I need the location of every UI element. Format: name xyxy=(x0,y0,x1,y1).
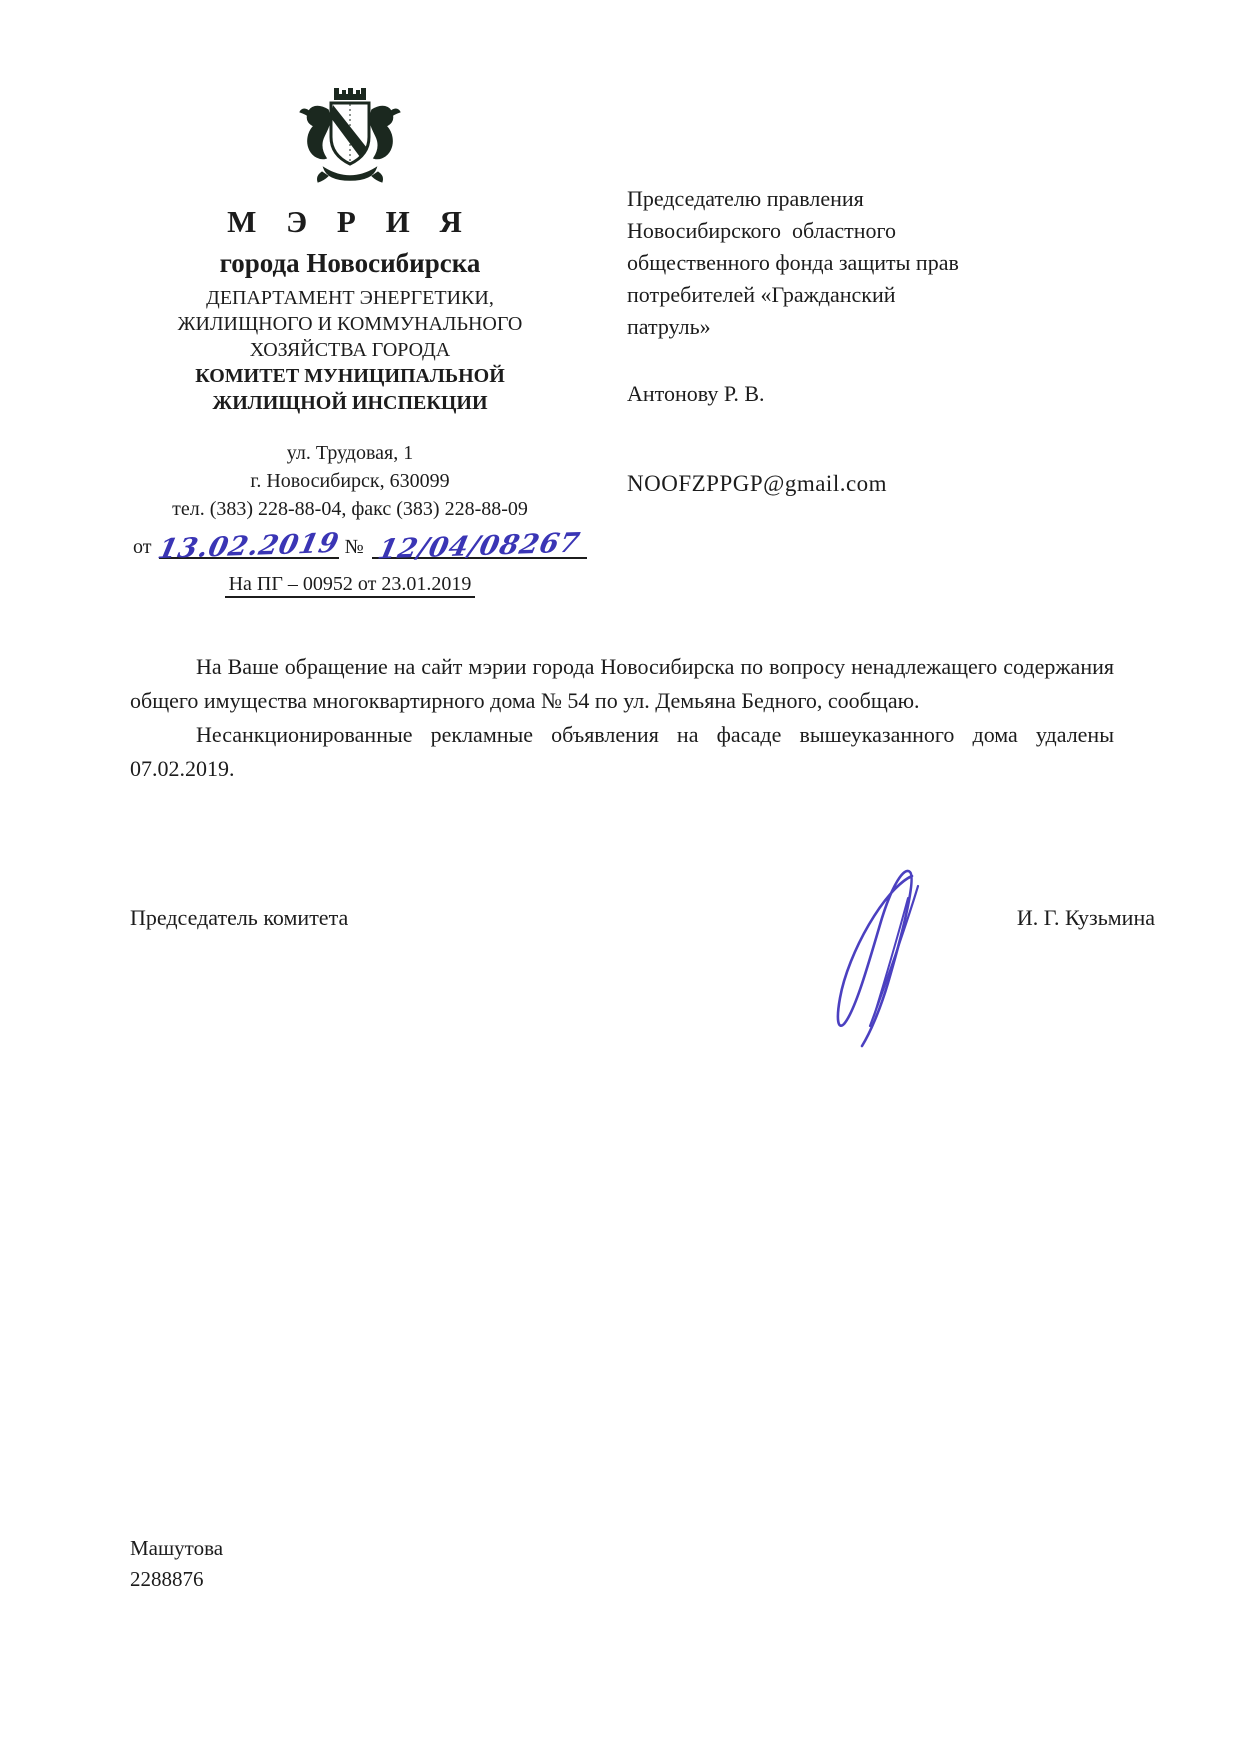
ref-number-handwritten: 12/04/08267 xyxy=(375,527,584,566)
addressee-block xyxy=(627,183,1107,500)
signer-position-title: Председатель комитета xyxy=(130,905,349,930)
addressee-line: общественного фонда защиты прав xyxy=(627,250,959,275)
signature-row xyxy=(130,905,1155,931)
reply-reference-line xyxy=(105,573,595,596)
org-name-city: города Новосибирска xyxy=(219,248,481,278)
executor-phone: 2288876 xyxy=(130,1567,204,1591)
signer-name: И. Г. Кузьмина xyxy=(1016,905,1155,930)
department-line-3: ХОЗЯЙСТВА ГОРОДА xyxy=(249,339,451,361)
reply-reference-text: На ПГ – 00952 от 23.01.2019 xyxy=(225,573,476,598)
committee-line-1: КОМИТЕТ МУНИЦИПАЛЬНОЙ xyxy=(195,365,505,387)
ref-date-handwritten: 13.02.2019 xyxy=(155,527,343,566)
ref-date-field xyxy=(155,527,343,566)
executor-name: Машутова xyxy=(130,1536,224,1560)
addressee-line: Новосибирского областного xyxy=(627,218,897,243)
addressee-line: потребителей «Гражданский xyxy=(627,282,896,307)
address-city: г. Новосибирск, 630099 xyxy=(250,470,450,492)
reference-line xyxy=(105,527,595,566)
body-paragraph-2: Несанкционированные рекламные объявления на фасаде вышеуказанного дома удалены 07.02.2019. xyxy=(130,722,1114,781)
addressee-line: Председателю правления xyxy=(627,186,864,211)
address-phone-fax: тел. (383) 228-88-04, факс (383) 228-88-09 xyxy=(172,498,528,520)
department-line-2: ЖИЛИЩНОГО И КОММУНАЛЬНОГО xyxy=(177,313,523,335)
addressee-name: Антонову Р. В. xyxy=(627,381,765,406)
body-paragraph-1: На Ваше обращение на сайт мэрии города Новосибирска по вопросу ненадлежащего содержания общего имущества многоквартирного дома № 54 по ул. Демьяна Бедного, сообщаю. xyxy=(130,654,1114,713)
committee-line-2: ЖИЛИЩНОЙ ИНСПЕКЦИИ xyxy=(212,392,488,414)
department-line-1: ДЕПАРТАМЕНТ ЭНЕРГЕТИКИ, xyxy=(206,287,494,309)
letter-body xyxy=(130,650,1114,786)
address-block xyxy=(105,439,595,523)
addressee-email: NOOFZPPGP@gmail.com xyxy=(627,471,888,496)
address-street: ул. Трудовая, 1 xyxy=(286,442,414,464)
addressee-line: патруль» xyxy=(627,314,711,339)
ref-number-field xyxy=(372,527,587,566)
org-name-mayoralty: М Э Р И Я xyxy=(227,204,473,239)
ref-from-label: от xyxy=(133,536,152,558)
ref-number-label: № xyxy=(344,536,364,558)
novosibirsk-coat-of-arms-icon xyxy=(298,88,402,194)
handwritten-signature xyxy=(800,858,950,1048)
executor-block xyxy=(130,1533,223,1595)
letterhead xyxy=(105,88,595,596)
